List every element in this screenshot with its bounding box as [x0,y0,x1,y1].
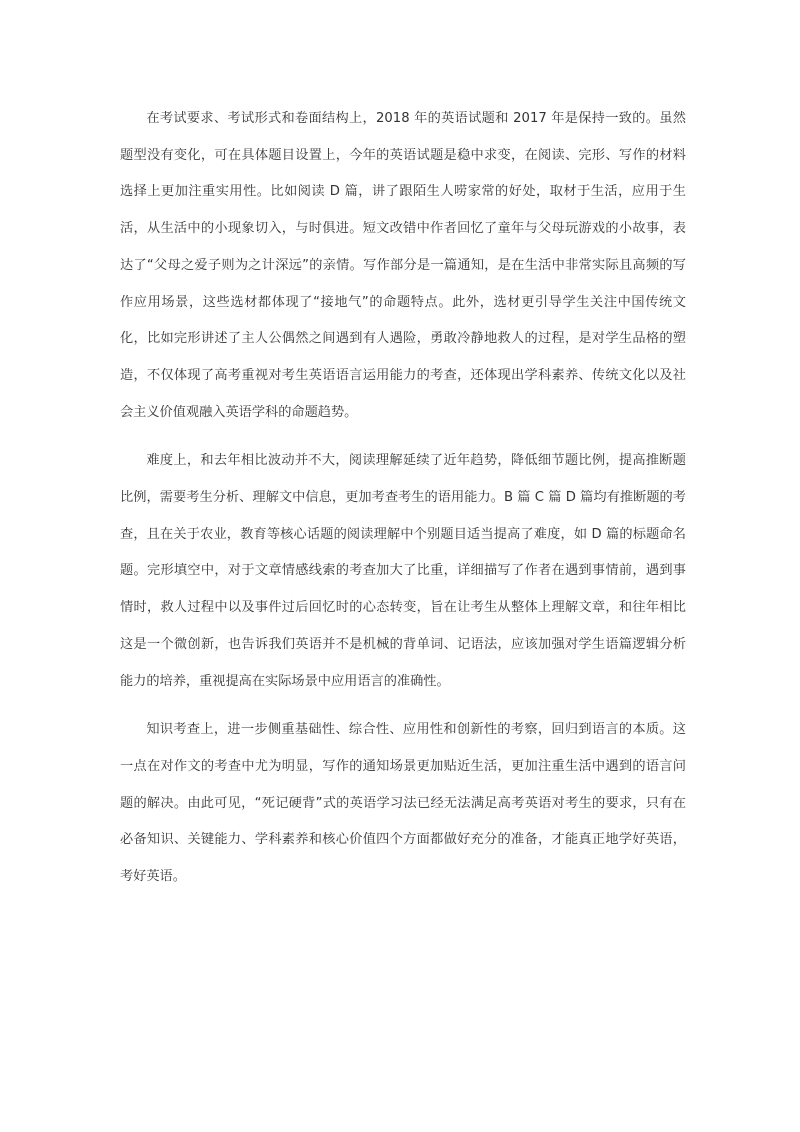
paragraph-difficulty: 难度上，和去年相比波动并不大，阅读理解延续了近年趋势，降低细节题比例，提高推断题比例，需要考生分析、理解文中信息，更加考查考生的语用能力。B 篇 C 篇 D 篇均有推断题的考查，且在关于农业，教育等核心话题的阅读理解中个别题目适当提高了难度，如 D 篇的标题命名题。完形填空中，对于文章情感线索的考查加大了比重，详细描写了作者在遇到事情前，遇到事情时，救人过程中以及事件过后回忆时的心态转变，旨在让考生从整体上理解文章，和往年相比这是一个微创新，也告诉我们英语并不是机械的背单词、记语法，应该加强对学生语篇逻辑分析能力的培养，重视提高在实际场景中应用语言的准确性。 [120,453,686,689]
paragraph-exam-structure: 在考试要求、考试形式和卷面结构上，2018 年的英语试题和 2017 年是保持一致的。虽然题型没有变化，可在具体题目设置上，今年的英语试题是稳中求变，在阅读、完形、写作的材料选择上更加注重实用性。比如阅读 D 篇，讲了跟陌生人唠家常的好处，取材于生活，应用于生活，从生活中的小现象切入，与时俱进。短文改错中作者回忆了童年与父母玩游戏的小故事，表达了“父母之爱子则为之计深远”的亲情。写作部分是一篇通知，是在生活中非常实际且高频的写作应用场景，这些选材都体现了“接地气”的命题特点。此外，选材更引导学生关注中国传统文化，比如完形讲述了主人公偶然之间遇到有人遇险，勇敢冷静地救人的过程，是对学生品格的塑造，不仅体现了高考重视对考生英语语言运用能力的考查，还体现出学科素养、传统文化以及社会主义价值观融入英语学科的命题趋势。 [120,111,686,420]
document-body [120,101,686,908]
paragraph-knowledge: 知识考查上，进一步侧重基础性、综合性、应用性和创新性的考察，回归到语言的本质。这一点在对作文的考查中尤为明显，写作的通知场景更加贴近生活，更加注重生活中遇到的语言问题的解决。由此可见，“死记硬背”式的英语学习法已经无法满足高考英语对考生的要求，只有在必备知识、关键能力、学科素养和核心价值四个方面都做好充分的准备，才能真正地学好英语，考好英语。 [120,722,686,885]
